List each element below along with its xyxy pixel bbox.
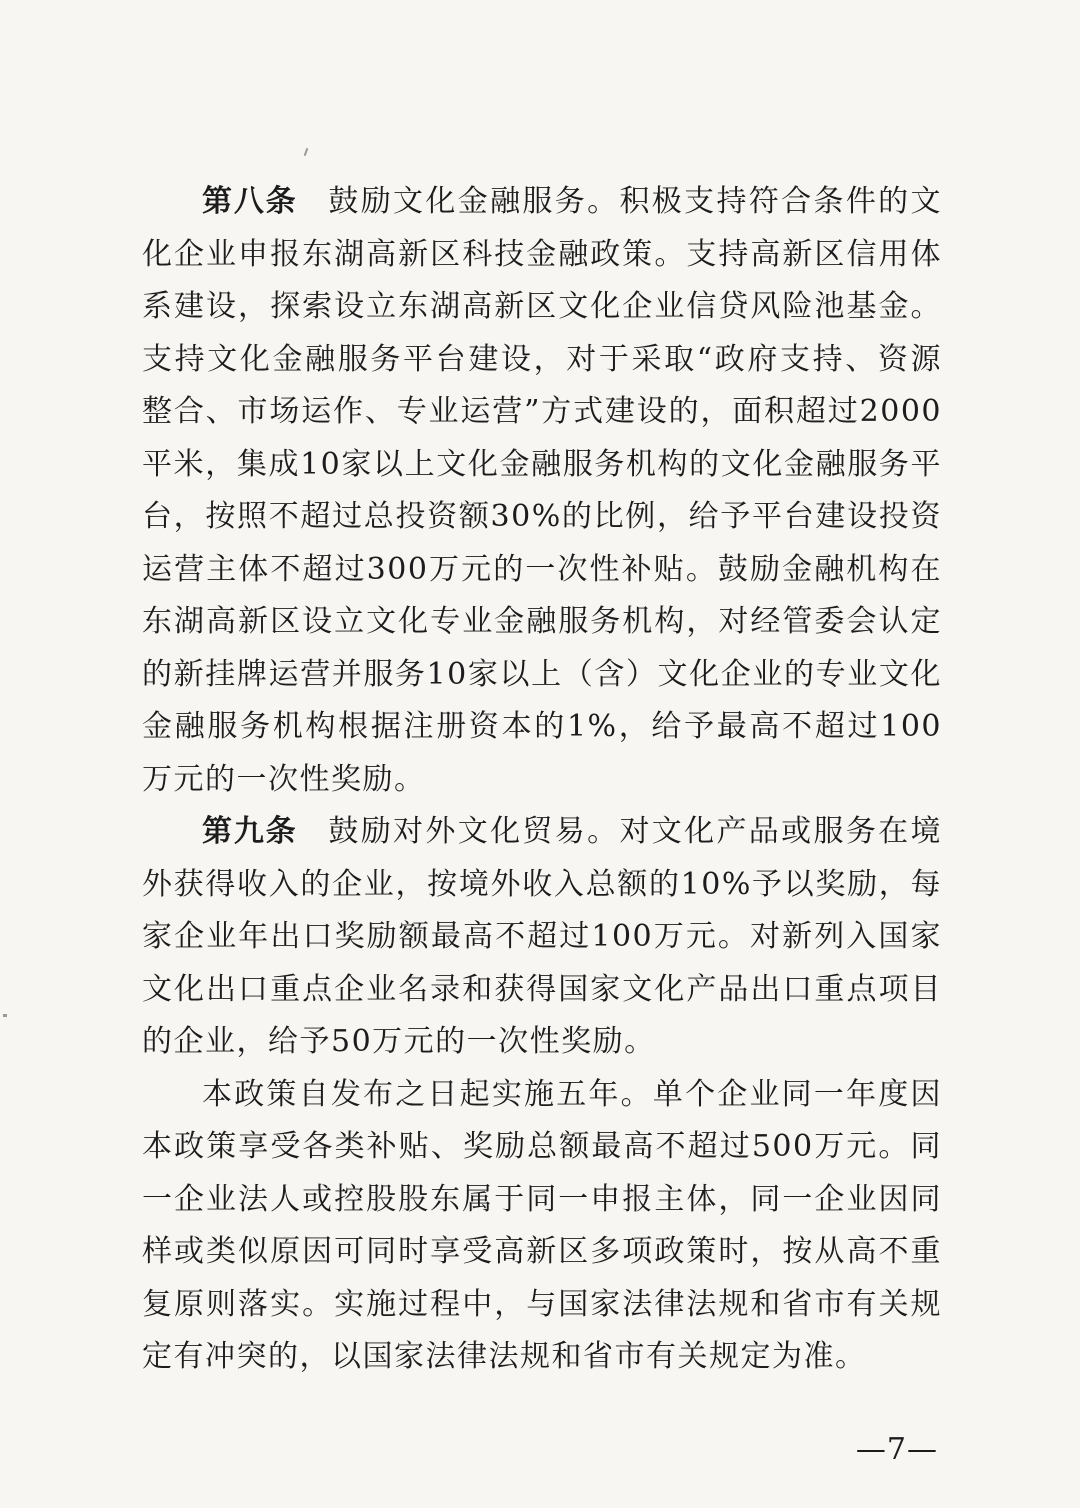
scan-speck [304, 148, 309, 156]
article-8-paragraph [142, 176, 942, 806]
article-9-paragraph [142, 806, 942, 1069]
scan-speck [3, 1014, 7, 1017]
page-number: —7— [855, 1432, 938, 1467]
article-8-text: 鼓励文化金融服务。积极支持符合条件的文化企业申报东湖高新区科技金融政策。支持高新区信用体系建设，探索设立东湖高新区文化企业信贷风险池基金。支持文化金融服务平台建设，对于采取“政府支持、资源整合、市场运作、专业运营”方式建设的，面积超过2000平米，集成10家以上文化金融服务机构的文化金融服务平台，按照不超过总投资额30%的比例，给予平台建设投资运营主体不超过300万元的一次性补贴。鼓励金融机构在东湖高新区设立文化专业金融服务机构，对经管委会认定的新挂牌运营并服务10家以上（含）文化企业的专业文化金融服务机构根据注册资本的1%，给予最高不超过100万元的一次性奖励。 [142, 184, 943, 797]
article-9-heading: 第九条 [202, 814, 298, 849]
article-8-heading: 第八条 [202, 184, 298, 219]
article-9-text: 鼓励对外文化贸易。对文化产品或服务在境外获得收入的企业，按境外收入总额的10%予以奖励，每家企业年出口奖励额最高不超过100万元。对新列入国家文化出口重点企业名录和获得国家文化产品出口重点项目的企业，给予50万元的一次性奖励。 [142, 814, 943, 1059]
closing-paragraph: 本政策自发布之日起实施五年。单个企业同一年度因本政策享受各类补贴、奖励总额最高不超过500万元。同一企业法人或控股股东属于同一申报主体，同一企业因同样或类似原因可同时享受高新区多项政策时，按从高不重复原则落实。实施过程中，与国家法律法规和省市有关规定有冲突的，以国家法律法规和省市有关规定为准。 [142, 1076, 942, 1374]
document-body [142, 176, 942, 1384]
